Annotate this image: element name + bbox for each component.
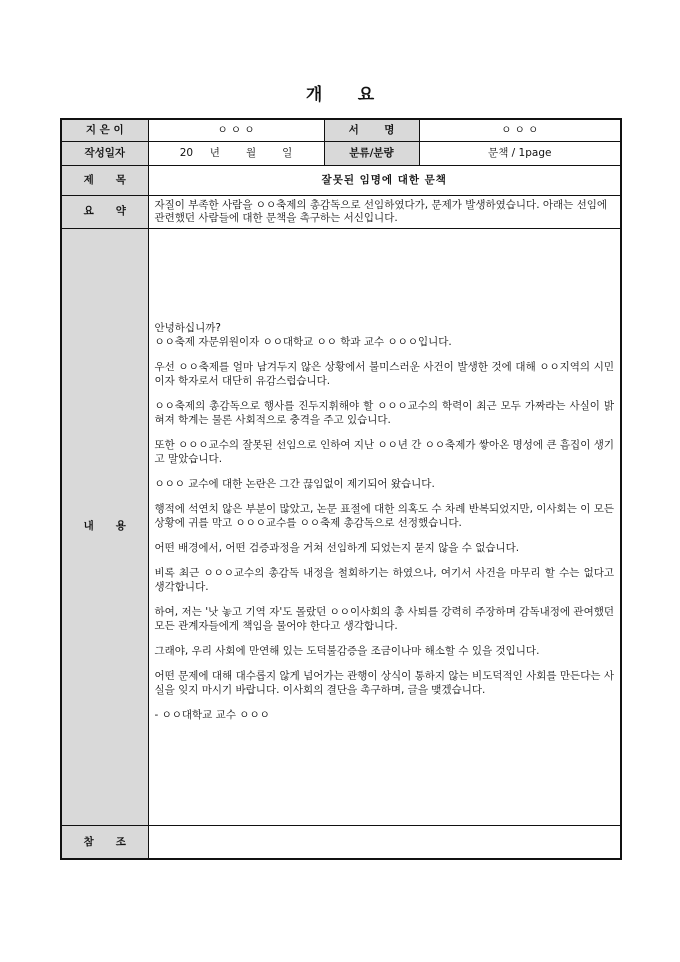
reference-row xyxy=(61,825,621,859)
date-value xyxy=(148,141,324,165)
content-paragraph: 안녕하십니까? ㅇㅇ축제 자문위원이자 ㅇㅇ대학교 ㅇㅇ 학과 교수 ㅇㅇㅇ입니다. xyxy=(154,321,452,348)
category-label: 분류/분량 xyxy=(324,141,419,165)
content-label: 내 용 xyxy=(61,228,148,825)
content-paragraph: ㅇㅇㅇ 교수에 대한 논란은 그간 끊임없이 제기되어 왔습니다. xyxy=(154,477,435,490)
content-row xyxy=(61,228,621,825)
content-paragraph: 행적에 석연치 않은 부분이 많았고, 논문 표절에 대한 의혹도 수 차례 반복되었지만, 이사회는 이 모든 상황에 귀를 막고 ㅇㅇㅇ교수를 ㅇㅇ축제 총감독으로 선정했습니다. xyxy=(154,502,614,529)
signature-label: 서 명 xyxy=(324,119,419,141)
date-label: 작성일자 xyxy=(61,141,148,165)
date-month: 월 xyxy=(245,146,257,159)
date-row xyxy=(61,141,621,165)
content-paragraph: 비록 최근 ㅇㅇㅇ교수의 총감독 내정을 철회하기는 하였으나, 여기서 사건을 마무리 할 수는 없다고 생각합니다. xyxy=(154,566,614,593)
summary-form-table xyxy=(60,118,622,860)
content-signoff: - ㅇㅇ대학교 교수 ㅇㅇㅇ xyxy=(154,708,270,721)
reference-label: 참 조 xyxy=(61,825,148,859)
date-year: 20 년 xyxy=(179,146,220,159)
page-title: 개 요 xyxy=(305,85,375,105)
summary-value: 자질이 부족한 사람을 ㅇㅇ축제의 총감독으로 선임하였다가, 문제가 발생하였습니다. 아래는 선임에 관련했던 사람들에 대한 문책을 촉구하는 서신입니다. xyxy=(148,195,621,228)
content-paragraph: 또한 ㅇㅇㅇ교수의 잘못된 선임으로 인하여 지난 ㅇㅇ년 간 ㅇㅇ축제가 쌓아온 명성에 큰 흠집이 생기고 말았습니다. xyxy=(154,438,614,465)
date-day: 일 xyxy=(282,146,293,159)
subject-row xyxy=(61,165,621,195)
content-paragraph: 그래야, 우리 사회에 만연해 있는 도덕불감증을 조금이나마 해소할 수 있을 것입니다. xyxy=(154,644,540,657)
content-paragraph: 우선 ㅇㅇ축제를 얼마 남겨두지 않은 상황에서 불미스러운 사건이 발생한 것에 대해 ㅇㅇ지역의 시민이자 학자로서 대단히 유감스럽습니다. xyxy=(154,360,614,387)
summary-label: 요 약 xyxy=(61,195,148,228)
content-body xyxy=(148,228,621,825)
author-row xyxy=(61,119,621,141)
author-label: 지 은 이 xyxy=(61,119,148,141)
content-paragraph: ㅇㅇ축제의 총감독으로 행사를 진두지휘해야 할 ㅇㅇㅇ교수의 학력이 최근 모두 가짜라는 사실이 밝혀져 학계는 물론 사회적으로 충격을 주고 있습니다. xyxy=(154,399,614,426)
signature-value: ㅇ ㅇ ㅇ xyxy=(419,119,621,141)
subject-label: 제 목 xyxy=(61,165,148,195)
category-value: 문책 / 1page xyxy=(419,141,621,165)
subject-value: 잘못된 임명에 대한 문책 xyxy=(148,165,621,195)
content-paragraph: 어떤 배경에서, 어떤 검증과정을 거쳐 선임하게 되었는지 묻지 않을 수 없습니다. xyxy=(154,541,520,554)
author-value: ㅇ ㅇ ㅇ xyxy=(148,119,324,141)
reference-value xyxy=(148,825,621,859)
content-paragraph: 어떤 문제에 대해 대수롭지 않게 넘어가는 관행이 상식이 통하지 않는 비도덕적인 사회를 만든다는 사실을 잊지 마시기 바랍니다. 이사회의 결단을 촉구하며, 글을 맺겠습니다. xyxy=(154,669,614,696)
content-paragraph: 하여, 저는 '낫 놓고 기역 자'도 몰랐던 ㅇㅇ이사회의 총 사퇴를 강력히 주장하며 감독내정에 관여했던 모든 관계자들에게 책임을 물어야 한다고 생각합니다. xyxy=(154,605,614,632)
summary-row xyxy=(61,195,621,228)
